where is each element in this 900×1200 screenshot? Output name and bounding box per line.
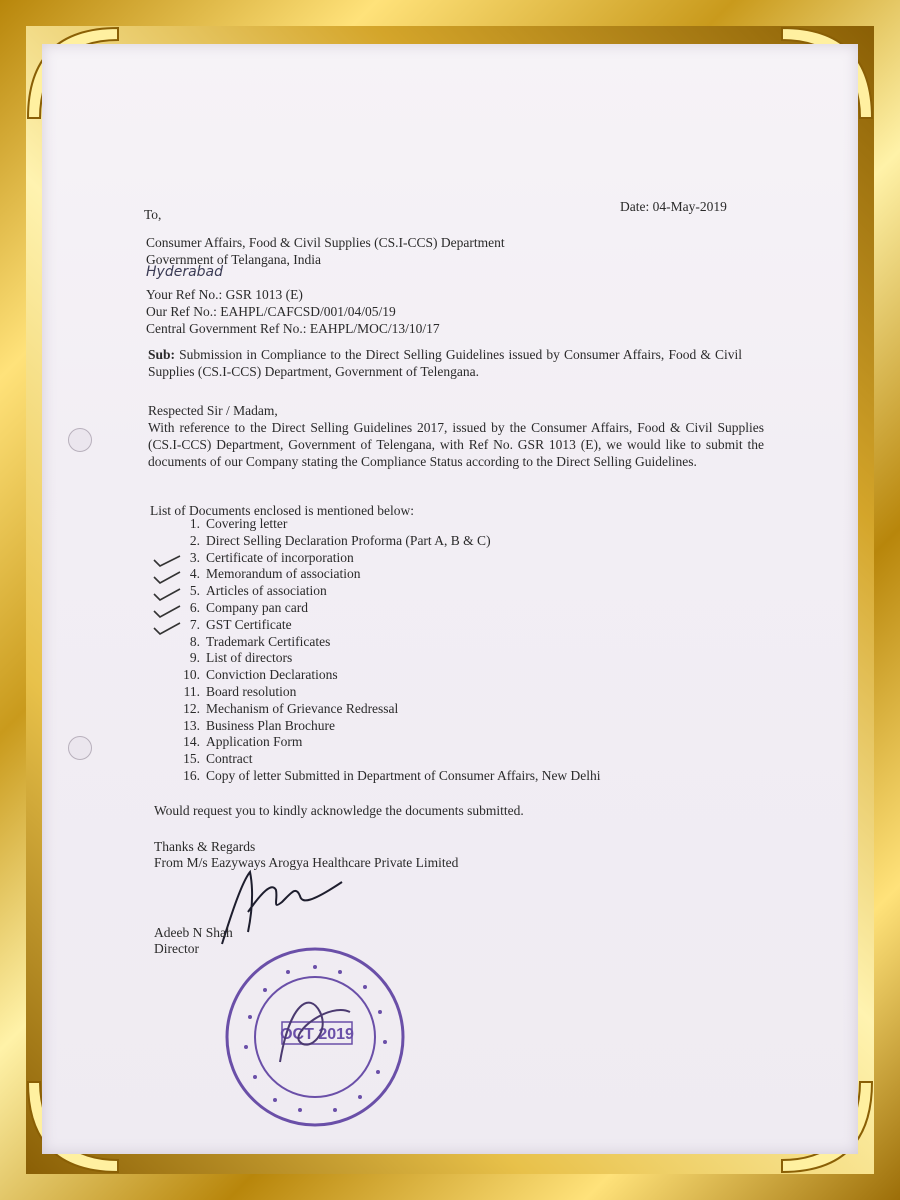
document-list-item (174, 516, 601, 533)
addressee-line-1: Consumer Affairs, Food & Civil Supplies (CS.I-CCS) Department (146, 235, 505, 250)
document-title: Business Plan Brochure (206, 717, 335, 733)
document-number: 13. (183, 717, 200, 733)
document-list-item (174, 701, 601, 718)
handwritten-checkmarks-icon (150, 549, 200, 642)
punch-hole (68, 428, 92, 452)
document-number: 4. (189, 566, 200, 582)
document-number: 1. (189, 516, 200, 531)
regards: Thanks & Regards (154, 839, 256, 854)
document-list-item (174, 684, 601, 701)
document-title: Covering letter (206, 516, 288, 531)
document-list-item (174, 583, 601, 600)
document-title: Board resolution (206, 683, 297, 699)
document-number: 14. (183, 734, 200, 750)
document-list-item (174, 533, 601, 550)
signatory-title: Director (154, 941, 199, 956)
document-list-item (174, 617, 601, 634)
document-number: 5. (189, 583, 200, 599)
document-title: Company pan card (206, 599, 308, 615)
document-title: Conviction Declarations (206, 667, 338, 683)
document-list-item (174, 734, 601, 751)
handwritten-city: Hyderabad (146, 264, 223, 280)
punch-hole (68, 736, 92, 760)
your-ref: Your Ref No.: GSR 1013 (E) (146, 287, 303, 302)
document-number: 16. (183, 767, 200, 783)
document-title: Copy of letter Submitted in Department of Consumer Affairs, New Delhi (206, 767, 601, 783)
document-number: 8. (189, 633, 200, 649)
document-list-item (174, 634, 601, 651)
document-list-item (174, 650, 601, 667)
list-intro: List of Documents enclosed is mentioned below: (150, 503, 414, 518)
document-title: Application Form (206, 734, 303, 750)
letter-paper (42, 44, 858, 1154)
document-number: 2. (189, 532, 200, 548)
document-number: 9. (189, 650, 200, 666)
addressee-line-2: Government of Telangana, India (146, 252, 321, 267)
subject-label: Sub: (148, 347, 176, 362)
letter-to: To, (144, 207, 162, 222)
document-number: 15. (183, 751, 200, 767)
document-title: Contract (206, 751, 253, 767)
document-number: 7. (189, 616, 200, 632)
document-title: Mechanism of Grievance Redressal (206, 700, 399, 716)
document-number: 12. (183, 700, 200, 716)
document-list-item (174, 600, 601, 617)
document-list-item (174, 566, 601, 583)
official-stamp-icon (220, 942, 410, 1132)
document-list-item (174, 718, 601, 735)
document-list-item (174, 751, 601, 768)
central-ref: Central Government Ref No.: EAHPL/MOC/13/10/17 (146, 321, 440, 336)
stamp-date: OCT 2019 (280, 1026, 354, 1043)
document-number: 11. (183, 683, 200, 699)
documents-list (174, 516, 601, 785)
salutation: Respected Sir / Madam, (148, 403, 278, 418)
letter-body: With reference to the Direct Selling Guidelines 2017, issued by the Consumer Affairs, Food & Civil Supplies (CS.I-CCS) Department, Government of Telengana, with Ref No. GSR 1013 (E), we would like to submit the documents of our Company stating the Compliance Status according to the Direct Selling Guidelines. (148, 420, 764, 469)
document-list-item (174, 550, 601, 567)
document-title: Memorandum of association (206, 566, 361, 582)
document-number: 6. (189, 599, 200, 615)
letter-date: Date: 04-May-2019 (620, 199, 727, 214)
document-number: 3. (189, 549, 200, 565)
document-list-item (174, 667, 601, 684)
document-title: Trademark Certificates (206, 633, 331, 649)
document-number: 10. (183, 667, 200, 683)
signatory-name: Adeeb N Shah (154, 925, 233, 940)
document-title: Certificate of incorporation (206, 549, 354, 565)
subject-line (148, 346, 742, 380)
our-ref: Our Ref No.: EAHPL/CAFCSD/001/04/05/19 (146, 304, 396, 319)
document-title: Articles of association (206, 583, 327, 599)
document-title: GST Certificate (206, 616, 292, 632)
from-company: From M/s Eazyways Arogya Healthcare Private Limited (154, 855, 459, 870)
subject-text: Submission in Compliance to the Direct Selling Guidelines issued by Consumer Affairs, Food & Civil Supplies (CS.I-CCS) Department, Government of Telengana. (148, 347, 742, 379)
closing-request: Would request you to kindly acknowledge the documents submitted. (154, 803, 524, 818)
document-title: List of directors (206, 650, 293, 666)
document-title: Direct Selling Declaration Proforma (Part A, B & C) (206, 532, 491, 548)
document-list-item (174, 768, 601, 785)
